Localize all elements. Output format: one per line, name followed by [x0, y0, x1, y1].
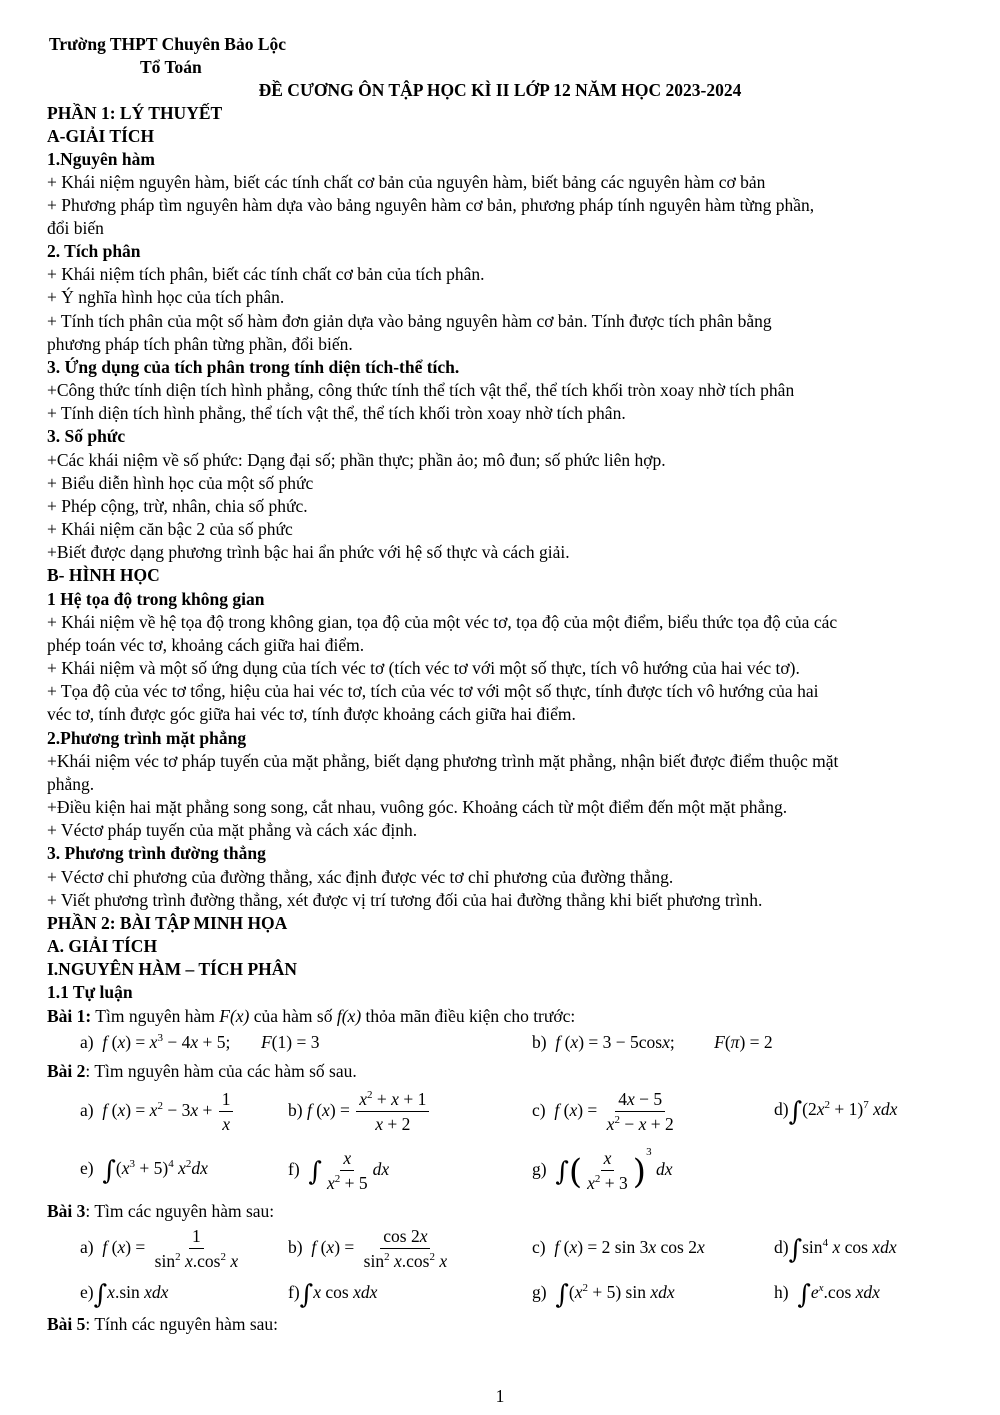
- geometry-title: B- HÌNH HỌC: [47, 565, 160, 585]
- theory-line: véc tơ, tính được góc giữa hai véc tơ, tính được khoảng cách giữa hai điểm.: [47, 704, 576, 724]
- theory-line: phương pháp tích phân từng phần, đổi biến.: [47, 334, 353, 354]
- theory-line: +Điều kiện hai mặt phẳng song song, cắt nhau, vuông góc. Khoảng cách từ một điểm đến một mặt phẳng.: [47, 797, 788, 817]
- theory-line: + Ý nghĩa hình học của tích phân.: [47, 287, 285, 307]
- exercise-label: Bài 3: [47, 1201, 86, 1221]
- theory-line: phép toán véc tơ, khoảng cách giữa hai điểm.: [47, 635, 365, 655]
- theory-line: + Biểu diễn hình học của một số phức: [47, 473, 314, 493]
- section-title: 3. Phương trình đường thẳng: [47, 843, 266, 863]
- exercise-2c: c) f (x) = $\frac{4x - 5}{x^2 - x + 2}$: [532, 1089, 674, 1135]
- theory-line: + Phương pháp tìm nguyên hàm dựa vào bảng nguyên hàm cơ bản, phương pháp tính nguyên hàm từng phần,: [47, 195, 815, 215]
- exercise-1b: b) f (x) = 3 − 5cosx; F(π) = 2: [532, 1032, 773, 1052]
- theory-line: + Véctơ chỉ phương của đường thẳng, xác định được véc tơ chỉ phương của đường thẳng.: [47, 867, 674, 887]
- exercise-2d: $d)\int(2x^2 + 1)^7$ xdx: [774, 1097, 898, 1127]
- section-title: 1 Hệ tọa độ trong không gian: [47, 589, 265, 609]
- exercise-3d: $d)\int\sin^4$ x cos xdx: [774, 1235, 897, 1265]
- department-name: Tổ Toán: [140, 57, 202, 77]
- exercise-2b: b) f (x) = $\frac{x^2 + x + 1}{x + 2}$: [288, 1087, 431, 1135]
- theory-line: + Tính tích phân của một số hàm đơn giản dựa vào bảng nguyên hàm cơ bản. Tính được tích phân bằng: [47, 311, 772, 331]
- exercise-3b: b) f (x) = $\frac{\cos 2x}{\sin^2 x.\cos^2 x}$: [288, 1226, 448, 1272]
- section-title: 2.Phương trình mặt phẳng: [47, 728, 247, 748]
- theory-line: + Phép cộng, trừ, nhân, chia số phức.: [47, 496, 308, 516]
- analysis-title: A. GIẢI TÍCH: [47, 936, 158, 956]
- theory-line: + Khái niệm và một số ứng dụng của tích véc tơ (tích véc tơ với một số thực, tích vô hướng của hai véc tơ).: [47, 658, 800, 678]
- exercise-2-prompt: Bài 2: Tìm nguyên hàm của các hàm số sau.: [47, 1061, 357, 1081]
- theory-line: đổi biến: [47, 218, 104, 238]
- theory-line: + Khái niệm về hệ tọa độ trong không gian, tọa độ của một véc tơ, tọa độ của một điểm, biểu thức tọa độ của các: [47, 612, 838, 632]
- exercise-5-prompt: Bài 5: Tính các nguyên hàm sau:: [47, 1314, 279, 1334]
- exercise-3a: a) f (x) = $\frac{1}{\sin^2 x.\cos^2 x}$: [80, 1226, 239, 1272]
- exercise-1a: a) f $(x) = x^3 - 4x + 5$; F(1) = 3: [80, 1032, 320, 1052]
- theory-line: + Viết phương trình đường thẳng, xét được vị trí tương đối của hai đường thẳng khi biết phương trình.: [47, 890, 763, 910]
- exercise-3c: c) f (x) = 2 sin 3x cos 2x: [532, 1237, 705, 1257]
- theory-line: phẳng.: [47, 774, 95, 794]
- exercise-2f: f) ∫ $\frac{x}{x^2 + 5}$ dx: [288, 1148, 390, 1194]
- exercise-3h: h) $\int e^x.\cos$ xdx: [774, 1280, 880, 1310]
- analysis-title: A-GIẢI TÍCH: [47, 126, 155, 146]
- exercise-3e: e)∫x.sin xdx: [80, 1280, 169, 1310]
- exercise-label: Bài 2: [47, 1061, 86, 1081]
- theory-line: +Công thức tính diện tích hình phẳng, công thức tính thể tích vật thể, thể tích khối tròn xoay nhờ tích phân: [47, 380, 795, 400]
- theory-line: + Khái niệm tích phân, biết các tính chất cơ bản của tích phân.: [47, 264, 485, 284]
- exercise-3f: f)∫x cos xdx: [288, 1280, 378, 1310]
- section-title: 2. Tích phân: [47, 241, 141, 261]
- section-title: 1.Nguyên hàm: [47, 149, 155, 169]
- theory-line: + Khái niệm nguyên hàm, biết các tính chất cơ bản của nguyên hàm, biết bảng các nguyên hàm cơ bản: [47, 172, 766, 192]
- theory-line: +Các khái niệm về số phức: Dạng đại số; phần thực; phần ảo; mô đun; số phức liên hợp.: [47, 450, 666, 470]
- exercise-3g: g) $\int(x^2 + 5)$ sin xdx: [532, 1280, 675, 1310]
- exercise-3-prompt: Bài 3: Tìm các nguyên hàm sau:: [47, 1201, 275, 1221]
- exercise-label: Bài 1:: [47, 1006, 92, 1026]
- theory-line: + Khái niệm căn bậc 2 của số phức: [47, 519, 293, 539]
- theory-line: + Tọa độ của véc tơ tổng, hiệu của hai véc tơ, tích của véc tơ với một số thực, tính được tích vô hướng của hai: [47, 681, 819, 701]
- theory-line: + Tính diện tích hình phẳng, thể tích vật thể, thể tích khối tròn xoay nhờ tích phân.: [47, 403, 626, 423]
- exercise-label: Bài 5: [47, 1314, 86, 1334]
- theory-line: +Biết được dạng phương trình bậc hai ẩn phức với hệ số thực và cách giải.: [47, 542, 570, 562]
- theory-line: + Véctơ pháp tuyến của mặt phẳng và cách xác định.: [47, 820, 418, 840]
- exercise-1-prompt: Bài 1: Tìm nguyên hàm F(x) của hàm số f(x) thỏa mãn điều kiện cho trước:: [47, 1006, 576, 1026]
- part2-title: PHẦN 2: BÀI TẬP MINH HỌA: [47, 913, 288, 933]
- exercise-2e: e) $\int(x^3 + 5)^4$ $x^2dx$: [80, 1156, 208, 1186]
- part1-title: PHẦN 1: LÝ THUYẾT: [47, 103, 223, 123]
- theory-line: +Khái niệm véc tơ pháp tuyến của mặt phẳng, biết dạng phương trình mặt phẳng, nhận biết được điểm thuộc mặt: [47, 751, 839, 771]
- chapter-title: I.NGUYÊN HÀM – TÍCH PHÂN: [47, 959, 298, 979]
- subsection-title: 1.1 Tự luận: [47, 982, 133, 1002]
- section-title: 3. Ứng dụng của tích phân trong tính diện tích-thể tích.: [47, 357, 460, 377]
- section-title: 3. Số phức: [47, 426, 126, 446]
- document-title: ĐỀ CƯƠNG ÔN TẬP HỌC KÌ II LỚP 12 NĂM HỌC 2023-2024: [258, 80, 742, 100]
- page-number: 1: [495, 1386, 505, 1406]
- exercise-2g: g) ∫( $\frac{x}{x^2 + 3}$ )$^3$ dx: [532, 1146, 673, 1194]
- school-name: Trường THPT Chuyên Bảo Lộc: [49, 34, 287, 54]
- exercise-2a: a) f $(x) = x^2 - 3x$ + $\frac{1}{x}$: [80, 1087, 235, 1135]
